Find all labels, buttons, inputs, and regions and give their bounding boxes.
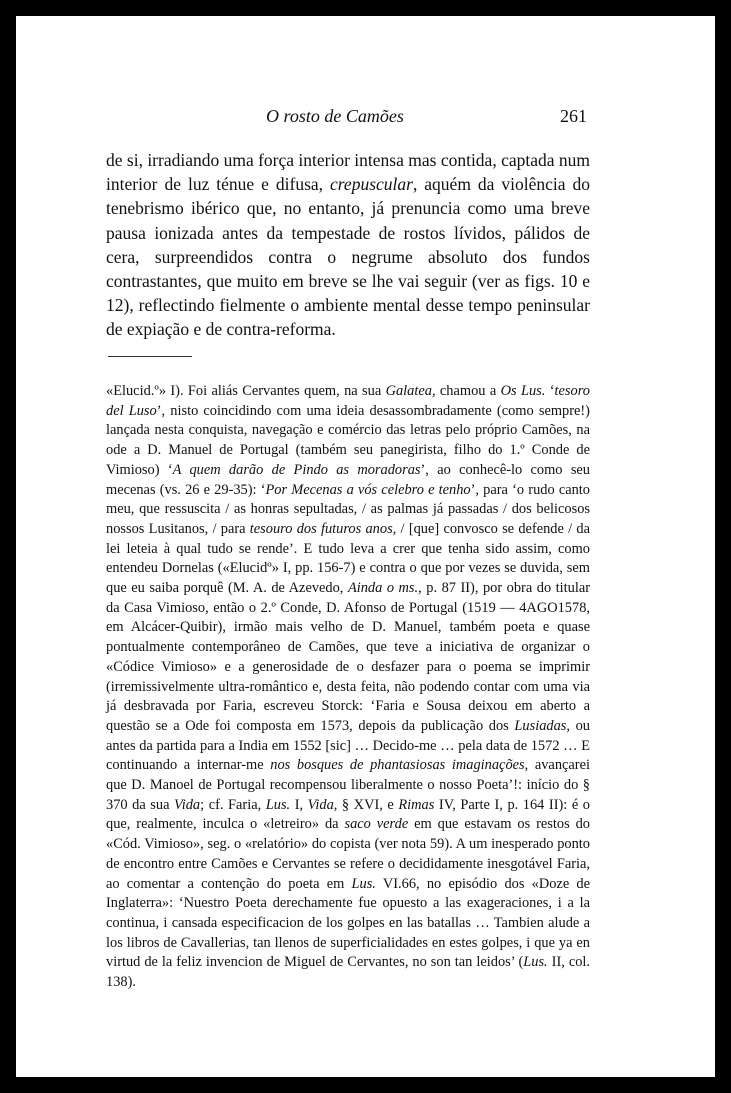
running-title: O rosto de Camões bbox=[266, 106, 404, 126]
page-header bbox=[16, 106, 715, 130]
book-page bbox=[16, 16, 715, 1077]
footnote-separator bbox=[108, 356, 192, 357]
footnote: «Elucid.º» I). Foi aliás Cervantes quem, na sua Galatea, chamou a Os Lus. ‘tesoro del Luso’, nisto coincidindo com uma ideia desassombradamente (como sempre!) lançada nesta conquista, navegação e comércio das letras pelo próprio Camões, na ode a D. Manuel de Portugal (também seu panegirista, filho do 1.º Conde de Vimioso) ‘A quem darão de Pindo as moradoras’, ao conhecê-lo como seu mecenas (vs. 26 e 29-35): ‘Por Mecenas a vós celebro e tenho’, para ‘o rudo canto meu, que ressuscita / as honras sepultadas, / as palmas já passadas / dos belicosos nossos Lusitanos, / para tesouro dos futuros anos, / [que] convosco se defende / da lei leteia à qual tudo se rende’. E tudo leva a crer que tenha sido assim, como entendeu Dornelas («Elucidº» I, pp. 156-7) e contra o que por vezes se duvida, sem que eu saiba porquê (M. A. de Azevedo, Ainda o ms., p. 87 II), por obra do titular da Casa Vimioso, então o 2.º Conde, D. Afonso de Portugal (1519 — 4AGO1578, em Alcácer-Quibir), irmão mais velho de D. Manuel, também poeta e quase pontualmente contemporâneo de Camões, que teve a iniciativa de organizar o «Códice Vimioso» e a generosidade de o desfazer para o poema se imprimir (irremissivelmente ultra-romântico e, desta feita, não podendo contar com uma via já desbravada por Faria, escreveu Storck: ‘Faria e Sousa deixou em aberto a questão se a Ode foi composta em 1573, depois da publicação dos Lusiadas, ou antes da partida para a India em 1552 [sic] … Decido-me … pela data de 1572 … E continuando a internar-me nos bosques de phantasiosas imaginações, avançarei que D. Manoel de Portugal recompensou liberalmente o nosso Poeta’!: início do § 370 da sua Vida; cf. Faria, Lus. I, Vida, § XVI, e Rimas IV, Parte I, p. 164 II): é o que, realmente, inculca o «letreiro» da saco verde em que estavam os restos do «Cód. Vimioso», seg. o «relatório» do copista (ver nota 59). A um inesperado ponto de encontro entre Camões e Cervantes se refere o decididamente inesgotável Faria, ao comentar a contenção do poeta em Lus. VI.66, no episódio dos «Doze de Inglaterra»: ‘Nuestro Poeta derechamente fue opuesto a las exageraciones, i a la continua, i cansada especificacion de los golpes en las batallas … Tambien alude a los libros de Cavallerias, tan llenos de superficialidades en estes golpes, i que ya en virtud de la feliz invencion de Miguel de Cervantes, no son tan leidos’ (Lus. II, col. 138). bbox=[106, 383, 591, 991]
main-paragraph: de si, irradiando uma força interior intensa mas contida, captada num interior de luz ténue e difusa, crepuscular, aquém da violência do tenebrismo ibérico que, no entanto, já prenuncia como uma breve pausa ionizada antes da tempestade de rostos lívidos, pálidos de cera, surpreendidos contra o negrume absoluto dos fundos contrastantes, que muito em breve se lhe vai seguir (ver as figs. 10 e 12), reflectindo fielmente o ambiente mental desse tempo peninsular de expiação e de contra-reforma. bbox=[106, 150, 590, 340]
page-number: 261 bbox=[560, 106, 587, 126]
